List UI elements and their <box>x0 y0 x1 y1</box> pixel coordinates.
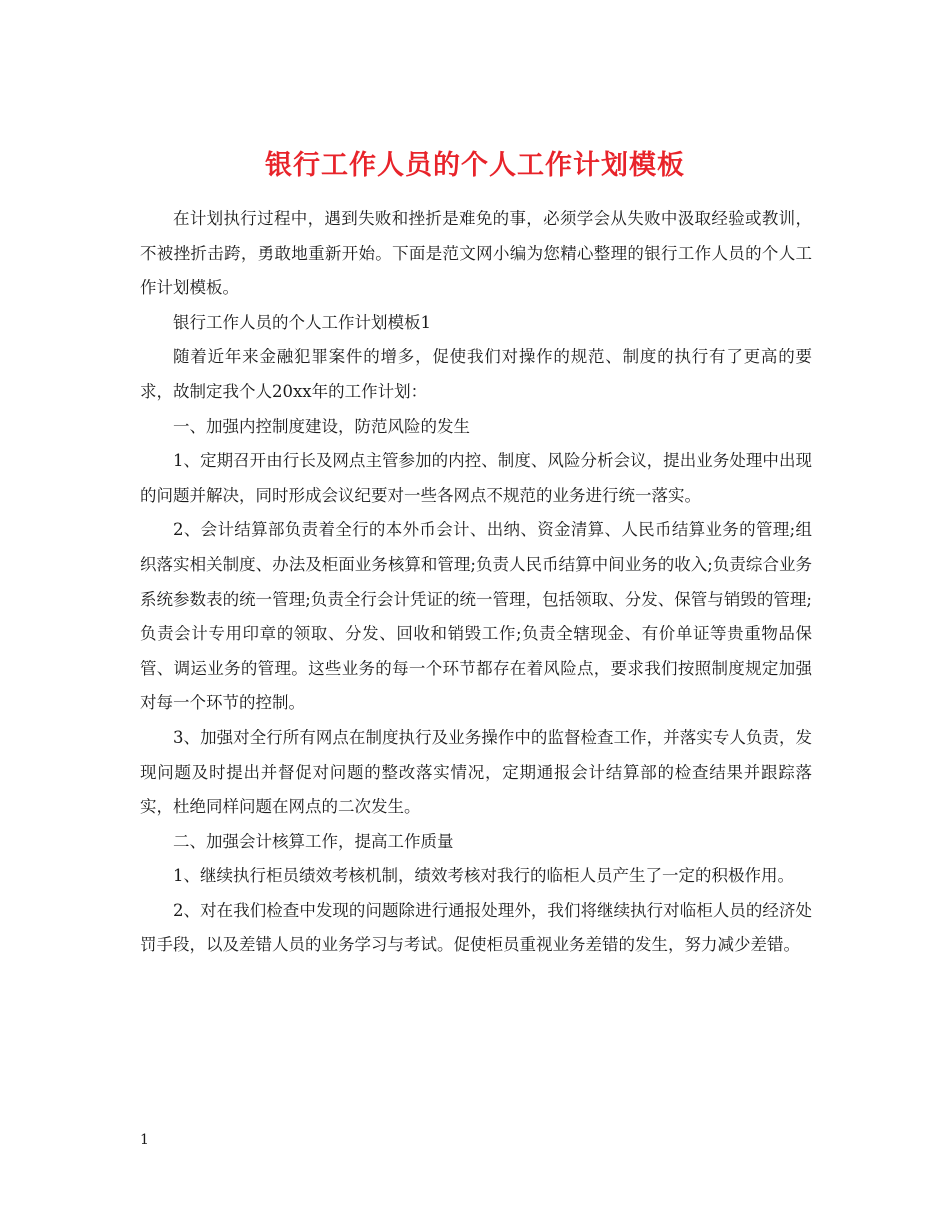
document-body <box>140 202 812 963</box>
section-heading-2: 二、加强会计核算工作，提高工作质量 <box>173 831 454 851</box>
paragraph-intro: 在计划执行过程中，遇到失败和挫折是难免的事，必须学会从失败中汲取经验或教训，不被挫折击跨，勇敢地重新开始。下面是范文网小编为您精心整理的银行工作人员的个人工作计划模板。 <box>140 209 812 298</box>
section-heading-1: 一、加强内控制度建设，防范风险的发生 <box>173 416 470 436</box>
paragraph-item-2-1: 1、继续执行柜员绩效考核机制，绩效考核对我行的临柜人员产生了一定的积极作用。 <box>173 866 794 886</box>
paragraph-background: 随着近年来金融犯罪案件的增多，促使我们对操作的规范、制度的执行有了更高的要求，故制定我个人20xx年的工作计划： <box>140 347 812 401</box>
paragraph-item-1-2: 2、会计结算部负责着全行的本外币会计、出纳、资金清算、人民币结算业务的管理;组织落实相关制度、办法及柜面业务核算和管理;负责人民币结算中间业务的收入;负责综合业务系统参数表的统一管理;负责全行会计凭证的统一管理，包括领取、分发、保管与销毁的管理;负责会计专用印章的领取、分发、回收和销毁工作;负责全辖现金、有价单证等贵重物品保管、调运业务的管理。这些业务的每一个环节都存在着风险点，要求我们按照制度规定加强对每一个环节的控制。 <box>140 520 812 713</box>
document-title: 银行工作人员的个人工作计划模板 <box>265 150 685 182</box>
paragraph-item-1-1: 1、定期召开由行长及网点主管参加的内控、制度、风险分析会议，提出业务处理中出现的问题并解决，同时形成会议纪要对一些各网点不规范的业务进行统一落实。 <box>140 451 812 505</box>
paragraph-template-heading: 银行工作人员的个人工作计划模板1 <box>173 312 431 332</box>
paragraph-item-2-2: 2、对在我们检查中发现的问题除进行通报处理外，我们将继续执行对临柜人员的经济处罚手段，以及差错人员的业务学习与考试。促使柜员重视业务差错的发生，努力减少差错。 <box>140 900 812 955</box>
paragraph-item-1-3: 3、加强对全行所有网点在制度执行及业务操作中的监督检查工作，并落实专人负责，发现问题及时提出并督促对问题的整改落实情况，定期通报会计结算部的检查结果并跟踪落实，杜绝同样问题在网点的二次发生。 <box>140 727 812 817</box>
page-number: 1 <box>140 1132 149 1148</box>
